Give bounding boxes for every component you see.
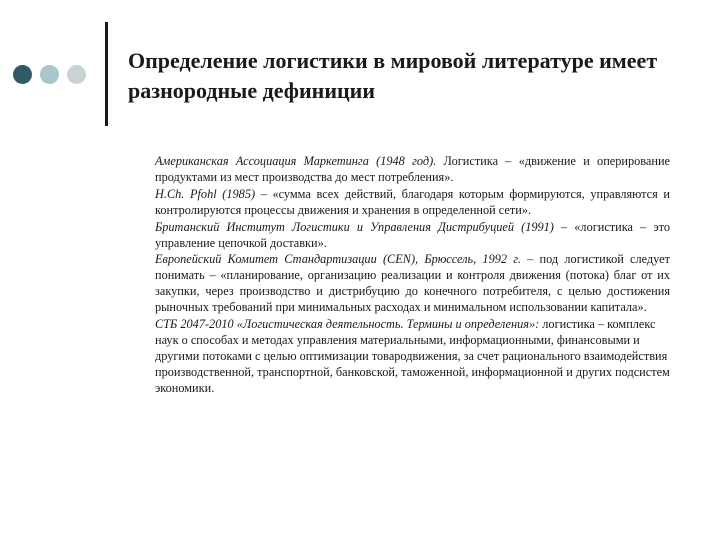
decor-dot-medium (40, 65, 59, 84)
definition-source: СТБ 2047-2010 «Логистическая деятельность. Термины и определения»: (155, 317, 540, 332)
definition-source: H.Ch. Pfohl (1985) (155, 186, 256, 201)
definition-source: Британский Институт Логистики и Управления Дистрибуцией (1991) (155, 219, 554, 234)
definition-stb (155, 317, 670, 397)
decor-dot-light (67, 65, 86, 84)
definition-text: логистика – комплекс наук о способах и методах управления материальными, информационными, финансовыми и другими потоками с целью оптимизации товародвижения, за счет рационального взаимодействия производственной, транспортной, банковской, таможенной, информационной и других подсистем экономики. (155, 317, 670, 395)
definition-british-institute (155, 220, 670, 252)
definition-text: – под логистикой следует понимать – «планирование, организацию реализации и контроля движения (потока) благ от их закупки, через производство и дистрибуцию до конечного потребителя, с целью достижения рыночных требований при минимальных расходах и минимальном использовании капитала». (155, 252, 670, 315)
decor-dot-dark (13, 65, 32, 84)
definition-source: Европейский Комитет Стандартизации (CEN), Брюссель, 1992 г. (155, 252, 521, 267)
definition-source: Американская Ассоциация Маркетинга (1948 год). (155, 154, 437, 168)
definition-text: Логистика – «движение и оперирование продуктами из мест производства до мест потребления». (155, 154, 670, 184)
title-divider (105, 22, 108, 126)
definition-cen (155, 252, 670, 316)
slide-title: Определение логистики в мировой литературе имеет разнородные дефиниции (128, 48, 658, 103)
definition-pfohl (155, 187, 670, 219)
definition-text: – «логистика – это управление цепочкой доставки». (155, 219, 671, 250)
definition-ama (155, 154, 670, 186)
definition-text: – «сумма всех действий, благодаря которым формируются, управляются и контролируются процессы движения и хранения в определенной сети». (155, 186, 670, 217)
definitions-list (155, 154, 670, 398)
